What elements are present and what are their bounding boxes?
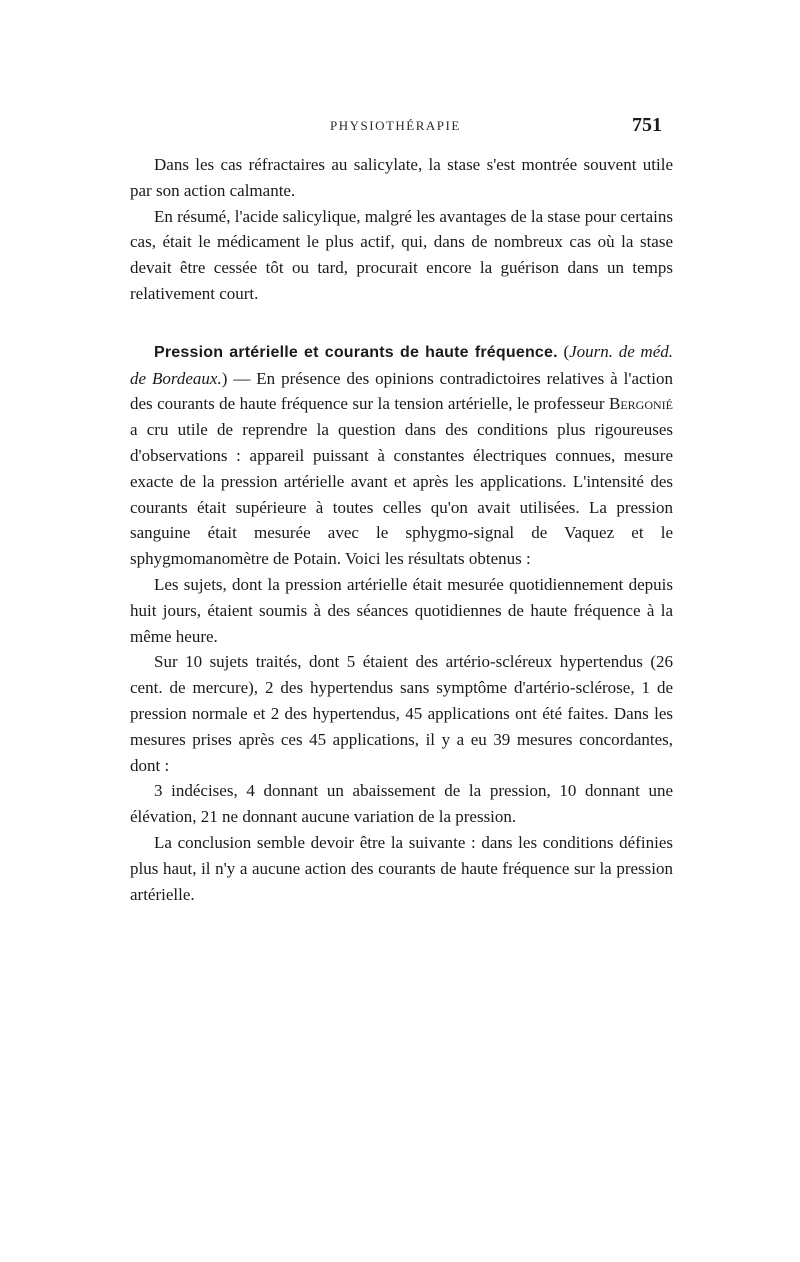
paragraph-treated-subjects: Sur 10 sujets traités, dont 5 étaient des artério-scléreux hypertendus (26 cent. de mercure), 2 des hypertendus sans symptôme d'artério-sclérose, 1 de pression normale et 2 des hypertendus, 45 applications ont été faites. Dans les mesures prises après ces 45 applications, il y a eu 39 mesures concordantes, dont : xyxy=(130,652,673,775)
section-text-method: a cru utile de reprendre la question dans des conditions plus rigoureuses d'observations : appareil puissant à constantes électriques connues, mesure exacte de la pression artérielle avant et après les applications. L'intensité des courants était supérieure à toutes celles qu'on avait utilisées. La pression sanguine était mesurée avec le sphygmo-signal de Vaquez et le sphygmomanomètre de Potain. Voici les résultats obtenus : xyxy=(130,420,673,569)
page-number: 751 xyxy=(632,114,662,136)
running-head xyxy=(0,114,800,148)
paragraph-salicylate-refractory: Dans les cas réfractaires au salicylate, la stase s'est montrée souvent utile par son action calmante. xyxy=(130,155,673,200)
section-text-intro: En présence des opinions contradictoires relatives à l'action des courants de haute fréquence sur la tension artérielle, le professeur xyxy=(130,368,673,414)
paragraph-pressure-section xyxy=(130,339,673,572)
paragraph-summary: En résumé, l'acide salicylique, malgré les avantages de la stase pour certains cas, était le médicament le plus actif, qui, dans de nombreux cas où la stase devait être cessée tôt ou tard, procurait encore la guérison dans un temps relativement court. xyxy=(130,206,673,303)
reference-open: ( xyxy=(557,341,570,361)
paragraph-results: 3 indécises, 4 donnant un abaissement de la pression, 10 donnant une élévation, 21 ne donnant aucune variation de la pression. xyxy=(130,781,673,827)
paragraph-conclusion: La conclusion semble devoir être la suivante : dans les conditions définies plus haut, il n'y a aucune action des courants de haute fréquence sur la pression artérielle. xyxy=(130,832,673,904)
reference-close: ) — xyxy=(221,368,257,388)
body-text xyxy=(130,152,673,907)
journal-reference: Journ. de méd. de Bordeaux. xyxy=(130,341,673,388)
running-title: PHYSIOTHÉRAPIE xyxy=(330,118,461,133)
paragraph-subjects: Les sujets, dont la pression artérielle était mesurée quotidiennement depuis huit jours, étaient soumis à des séances quotidiennes de haute fréquence à la même heure. xyxy=(130,574,673,646)
section-heading: Pression artérielle et courants de haute fréquence. xyxy=(154,343,558,361)
author-name: Bergonié xyxy=(609,394,673,414)
